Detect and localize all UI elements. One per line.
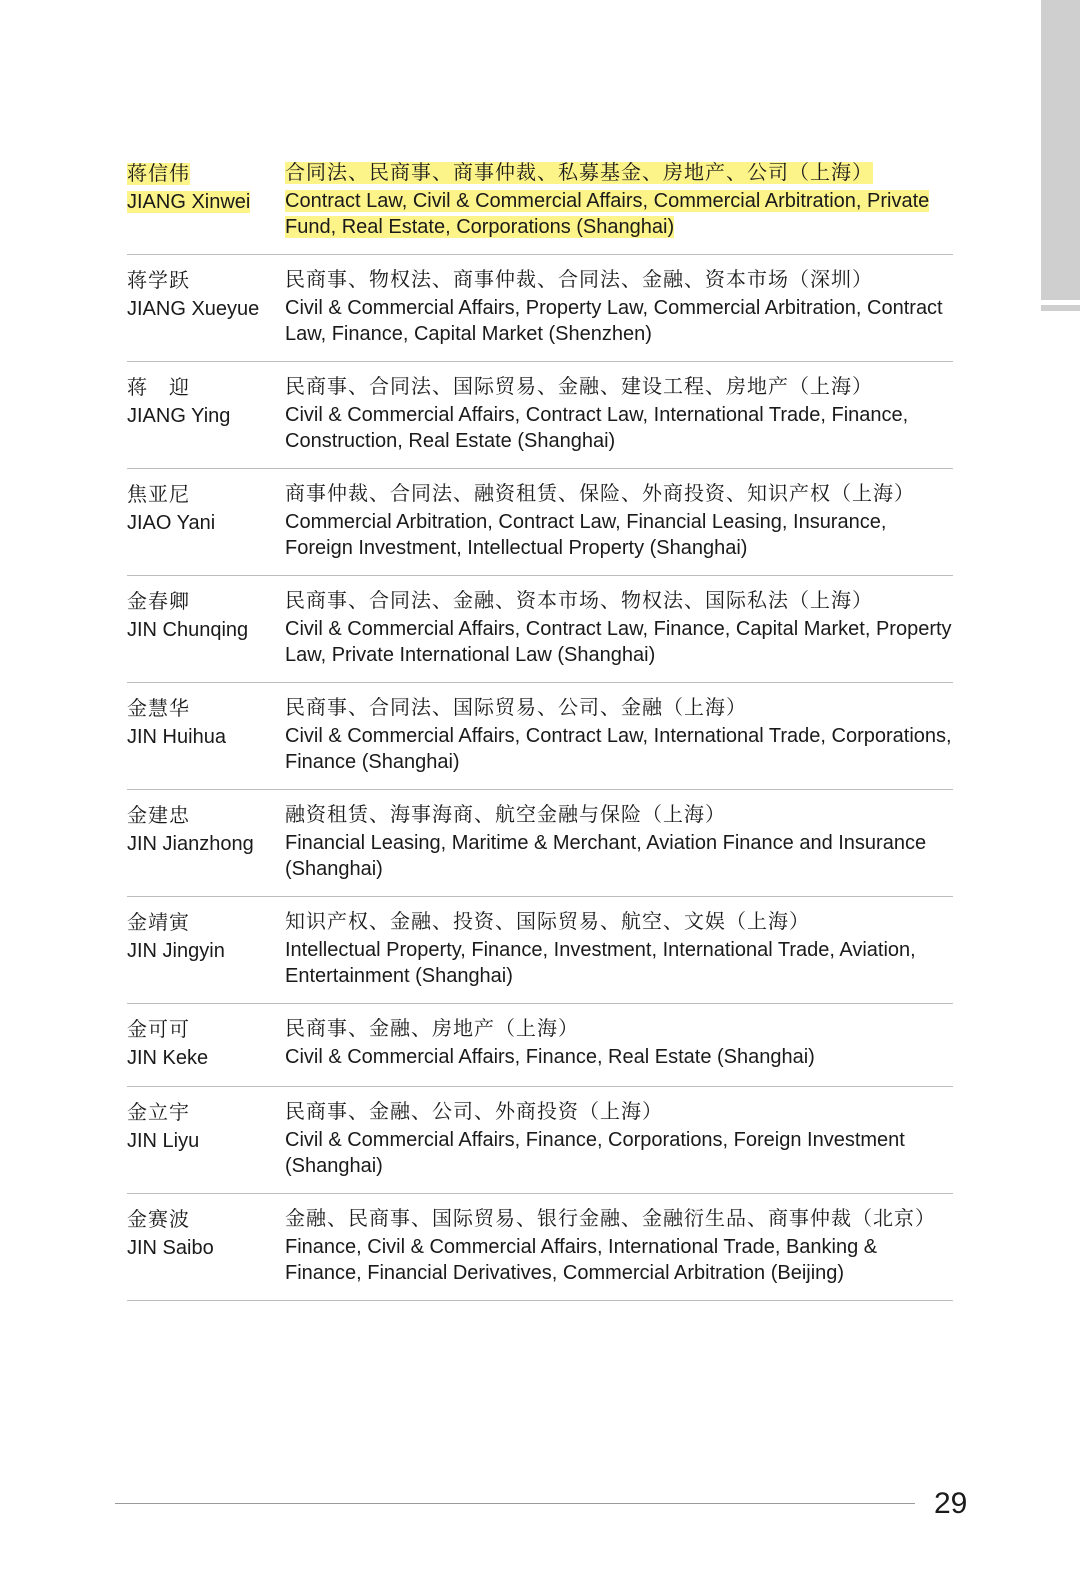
areas-en: Contract Law, Civil & Commercial Affairs, Commercial Arbitration, Private Fund, Real Estate, Corporations (Shanghai) (285, 190, 930, 238)
name-en: JIANG Ying (127, 405, 231, 427)
lawyer-entry (127, 1087, 953, 1194)
lawyer-entry (127, 683, 953, 790)
practice-areas (285, 481, 953, 561)
name-en: JIANG Xueyue (127, 298, 260, 320)
lawyer-entry (127, 362, 953, 469)
areas-en: Civil & Commercial Affairs, Contract Law, Finance, Capital Market, Property Law, Private International Law (Shanghai) (285, 618, 952, 666)
name-en: JIN Chunqing (127, 619, 249, 641)
practice-areas (285, 909, 953, 989)
lawyer-entry (127, 1194, 953, 1301)
lawyer-entry (127, 1004, 953, 1087)
areas-cn: 融资租赁、海事海商、航空金融与保险（上海） (285, 804, 726, 826)
name-cn: 金春卿 (127, 591, 190, 613)
areas-cn: 民商事、物权法、商事仲裁、合同法、金融、资本市场（深圳） (285, 269, 873, 291)
areas-en: Finance, Civil & Commercial Affairs, International Trade, Banking & Finance, Financial Derivatives, Commercial Arbitration (Beijing) (285, 1236, 878, 1284)
practice-areas (285, 267, 953, 347)
lawyer-name (127, 1099, 285, 1179)
name-en: JIN Jianzhong (127, 833, 254, 855)
name-cn: 金赛波 (127, 1209, 190, 1231)
practice-areas (285, 160, 953, 240)
name-en: JIN Saibo (127, 1237, 214, 1259)
footer-rule (115, 1503, 915, 1504)
areas-en: Commercial Arbitration, Contract Law, Financial Leasing, Insurance, Foreign Investment, Intellectual Property (Shanghai) (285, 511, 887, 559)
practice-areas (285, 1206, 953, 1286)
practice-areas (285, 802, 953, 882)
areas-en: Civil & Commercial Affairs, Property Law, Commercial Arbitration, Contract Law, Finance, Capital Market (Shenzhen) (285, 297, 943, 345)
practice-areas (285, 1016, 953, 1072)
lawyer-entry (127, 255, 953, 362)
lawyer-name (127, 1016, 285, 1072)
areas-cn: 民商事、金融、公司、外商投资（上海） (285, 1101, 663, 1123)
areas-cn: 民商事、合同法、国际贸易、金融、建设工程、房地产（上海） (285, 376, 873, 398)
lawyer-name (127, 267, 285, 347)
name-cn: 金慧华 (127, 698, 190, 720)
lawyer-entry (127, 576, 953, 683)
areas-cn: 合同法、民商事、商事仲裁、私募基金、房地产、公司（上海） (285, 162, 873, 184)
areas-en: Civil & Commercial Affairs, Contract Law, International Trade, Corporations, Finance (Shanghai) (285, 725, 952, 773)
name-en: JIN Jingyin (127, 940, 225, 962)
name-cn: 金建忠 (127, 805, 190, 827)
lawyer-name (127, 588, 285, 668)
practice-areas (285, 1099, 953, 1179)
lawyer-name (127, 374, 285, 454)
areas-cn: 民商事、金融、房地产（上海） (285, 1018, 579, 1040)
lawyer-name (127, 481, 285, 561)
areas-cn: 民商事、合同法、金融、资本市场、物权法、国际私法（上海） (285, 590, 873, 612)
practice-areas (285, 374, 953, 454)
lawyer-name (127, 695, 285, 775)
name-cn: 蒋学跃 (127, 270, 190, 292)
lawyer-entry (127, 469, 953, 576)
name-cn: 蒋信伟 (127, 163, 190, 185)
name-en: JIAO Yani (127, 512, 216, 534)
areas-en: Civil & Commercial Affairs, Contract Law, International Trade, Finance, Construction, Real Estate (Shanghai) (285, 404, 909, 452)
name-en: JIN Liyu (127, 1130, 200, 1152)
name-cn: 蒋 迎 (127, 377, 190, 399)
lawyer-entry (127, 790, 953, 897)
areas-en: Civil & Commercial Affairs, Finance, Corporations, Foreign Investment (Shanghai) (285, 1129, 905, 1177)
lawyer-name (127, 909, 285, 989)
page-number: 29 (934, 1487, 968, 1520)
name-cn: 金靖寅 (127, 912, 190, 934)
lawyer-directory (127, 150, 953, 1301)
name-cn: 焦亚尼 (127, 484, 190, 506)
name-en: JIN Huihua (127, 726, 226, 748)
lawyer-entry (127, 897, 953, 1004)
name-en: JIANG Xinwei (127, 191, 251, 213)
name-en: JIN Keke (127, 1047, 209, 1069)
lawyer-name (127, 1206, 285, 1286)
side-tab (1041, 0, 1080, 300)
areas-en: Intellectual Property, Finance, Investment, International Trade, Aviation, Entertainment (Shanghai) (285, 939, 916, 987)
areas-cn: 金融、民商事、国际贸易、银行金融、金融衍生品、商事仲裁（北京） (285, 1208, 936, 1230)
lawyer-entry (127, 150, 953, 255)
name-cn: 金立宇 (127, 1102, 190, 1124)
practice-areas (285, 695, 953, 775)
name-cn: 金可可 (127, 1019, 190, 1041)
areas-cn: 民商事、合同法、国际贸易、公司、金融（上海） (285, 697, 747, 719)
practice-areas (285, 588, 953, 668)
areas-cn: 商事仲裁、合同法、融资租赁、保险、外商投资、知识产权（上海） (285, 483, 915, 505)
areas-en: Civil & Commercial Affairs, Finance, Real Estate (Shanghai) (285, 1046, 815, 1068)
areas-en: Financial Leasing, Maritime & Merchant, Aviation Finance and Insurance (Shanghai) (285, 832, 927, 880)
areas-cn: 知识产权、金融、投资、国际贸易、航空、文娱（上海） (285, 911, 810, 933)
side-tab-line (1041, 305, 1080, 311)
lawyer-name (127, 802, 285, 882)
lawyer-name (127, 160, 285, 240)
